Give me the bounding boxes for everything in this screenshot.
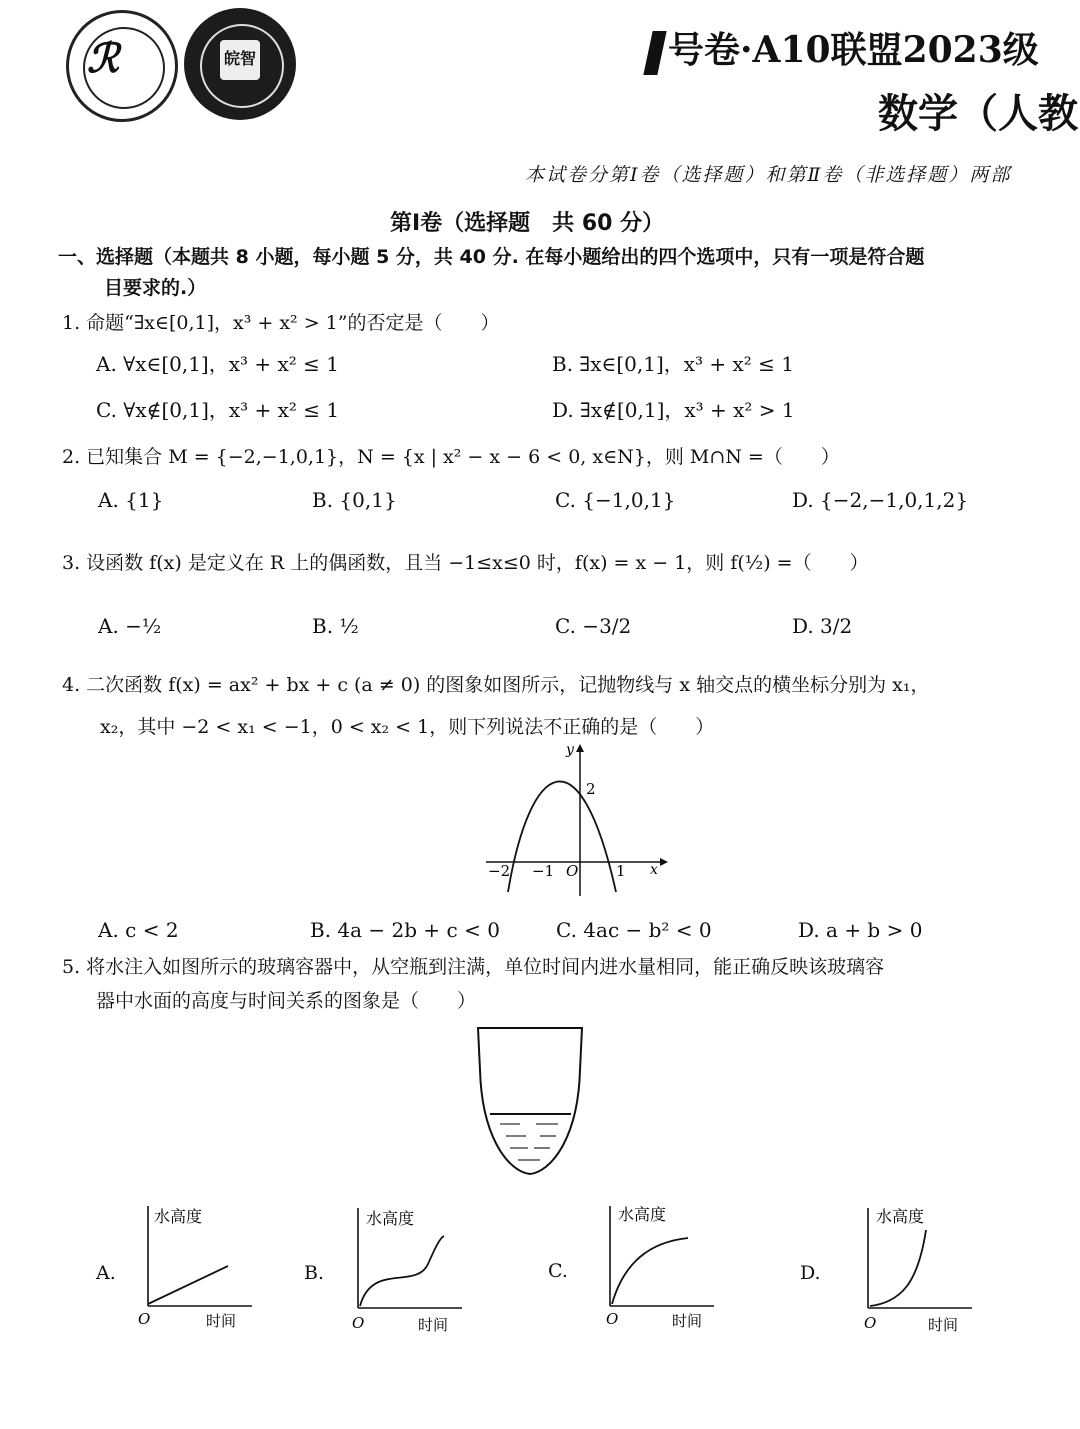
option-d-y-label: 水高度 [876, 1207, 925, 1226]
exam-intro: 本试卷分第Ⅰ卷（选择题）和第Ⅱ卷（非选择题）两部 [525, 164, 1012, 186]
question-4-option-d: D. a + b > 0 [798, 918, 923, 942]
question-3-option-b: B. ½ [312, 614, 359, 638]
option-a-y-label: 水高度 [154, 1207, 203, 1226]
option-c-graph [598, 1200, 718, 1330]
container-outline [478, 1028, 582, 1174]
question-5-option-d-label: D. [800, 1262, 821, 1284]
question-3-option-d: D. 3/2 [792, 614, 853, 638]
section-instruction-line1: 一、选择题（本题共 8 小题，每小题 5 分，共 40 分. 在每小题给出的四个选项中，只有一项是符合题 [58, 246, 925, 268]
question-4-parabola-graph [480, 740, 670, 900]
question-2-option-d: D. {−2,−1,0,1,2} [792, 488, 969, 512]
question-4-stem-line2: x₂，其中 −2 < x₁ < −1，0 < x₂ < 1，则下列说法不正确的是（ ） [100, 716, 715, 738]
question-5-stem-line1: 5. 将水注入如图所示的玻璃容器中，从空瓶到注满，单位时间内进水量相同，能正确反映该玻璃容 [62, 956, 885, 978]
graph-tick-1: 1 [616, 862, 626, 880]
option-c-origin: O [606, 1310, 619, 1328]
graph-tick-neg1: −1 [532, 862, 555, 880]
seal-glyph: 皖智 [224, 49, 257, 68]
question-5-option-a-label: A. [96, 1262, 116, 1284]
option-b-graph [346, 1202, 466, 1332]
option-c-y-label: 水高度 [618, 1205, 667, 1224]
exam-subject-title: 数学（人教 [878, 90, 1078, 137]
question-1-stem: 1. 命题“∃x∈[0,1]，x³ + x² > 1”的否定是（ ） [62, 312, 500, 334]
option-a-x-label: 时间 [206, 1312, 237, 1330]
section-instruction-line2: 目要求的.） [104, 277, 207, 299]
question-1-option-a: A. ∀x∈[0,1]，x³ + x² ≤ 1 [96, 352, 339, 376]
question-1-option-d: D. ∃x∉[0,1]，x³ + x² > 1 [552, 398, 795, 422]
logo-mark: ℛ [87, 35, 119, 82]
option-c-curve [612, 1238, 688, 1304]
question-4-option-b: B. 4a − 2b + c < 0 [310, 918, 500, 942]
question-3-option-c: C. −3/2 [555, 614, 632, 638]
option-a-curve [148, 1266, 228, 1304]
question-4-option-a: A. c < 2 [98, 918, 179, 942]
y-axis-arrow-icon [576, 744, 584, 752]
question-2-option-a: A. {1} [98, 488, 164, 512]
question-3-option-a: A. −½ [98, 614, 162, 638]
option-d-x-label: 时间 [928, 1316, 959, 1332]
option-d-graph [856, 1202, 976, 1332]
parabola-curve [508, 781, 616, 892]
header-title-text: 号卷·A10联盟2023级 [668, 29, 1039, 71]
option-d-origin: O [864, 1314, 877, 1332]
glass-container-figure [470, 1020, 590, 1180]
option-b-y-label: 水高度 [366, 1209, 415, 1228]
graph-x-label: x [650, 862, 658, 878]
question-2-stem: 2. 已知集合 M = {−2,−1,0,1}，N = {x | x² − x − 6 < 0, x∈N}，则 M∩N =（ ） [62, 446, 840, 468]
brush-stroke-icon [643, 31, 666, 75]
option-b-origin: O [352, 1314, 365, 1332]
question-5-option-b-label: B. [304, 1262, 325, 1284]
option-d-curve [870, 1230, 926, 1306]
option-c-x-label: 时间 [672, 1312, 703, 1330]
graph-tick-neg2: −2 [488, 862, 511, 880]
question-4-option-c: C. 4ac − b² < 0 [556, 918, 712, 942]
x-axis-arrow-icon [660, 858, 668, 866]
question-3-stem: 3. 设函数 f(x) 是定义在 R 上的偶函数，且当 −1≤x≤0 时，f(x) = x − 1，则 f(½) =（ ） [62, 552, 869, 574]
question-5-option-c-label: C. [548, 1260, 568, 1282]
graph-tick-2: 2 [586, 780, 596, 798]
education-seal-logo [184, 8, 296, 120]
question-2-option-c: C. {−1,0,1} [555, 488, 676, 512]
graph-y-label: y [566, 742, 574, 758]
option-a-origin: O [138, 1310, 151, 1328]
part-one-title: 第Ⅰ卷（选择题 共 60 分） [390, 211, 665, 236]
question-4-stem-line1: 4. 二次函数 f(x) = ax² + bx + c (a ≠ 0) 的图象如图所示，记抛物线与 x 轴交点的横坐标分别为 x₁， [62, 674, 930, 696]
question-1-option-b: B. ∃x∈[0,1]，x³ + x² ≤ 1 [552, 352, 795, 376]
question-5-stem-line2: 器中水面的高度与时间关系的图象是（ ） [96, 990, 477, 1012]
question-2-option-b: B. {0,1} [312, 488, 397, 512]
option-b-curve [360, 1236, 444, 1306]
exam-header-title [648, 22, 1039, 75]
graph-origin: O [566, 862, 579, 880]
a10-alliance-logo [66, 10, 178, 122]
option-a-graph [136, 1200, 256, 1330]
option-b-x-label: 时间 [418, 1316, 449, 1332]
question-1-option-c: C. ∀x∉[0,1]，x³ + x² ≤ 1 [96, 398, 340, 422]
